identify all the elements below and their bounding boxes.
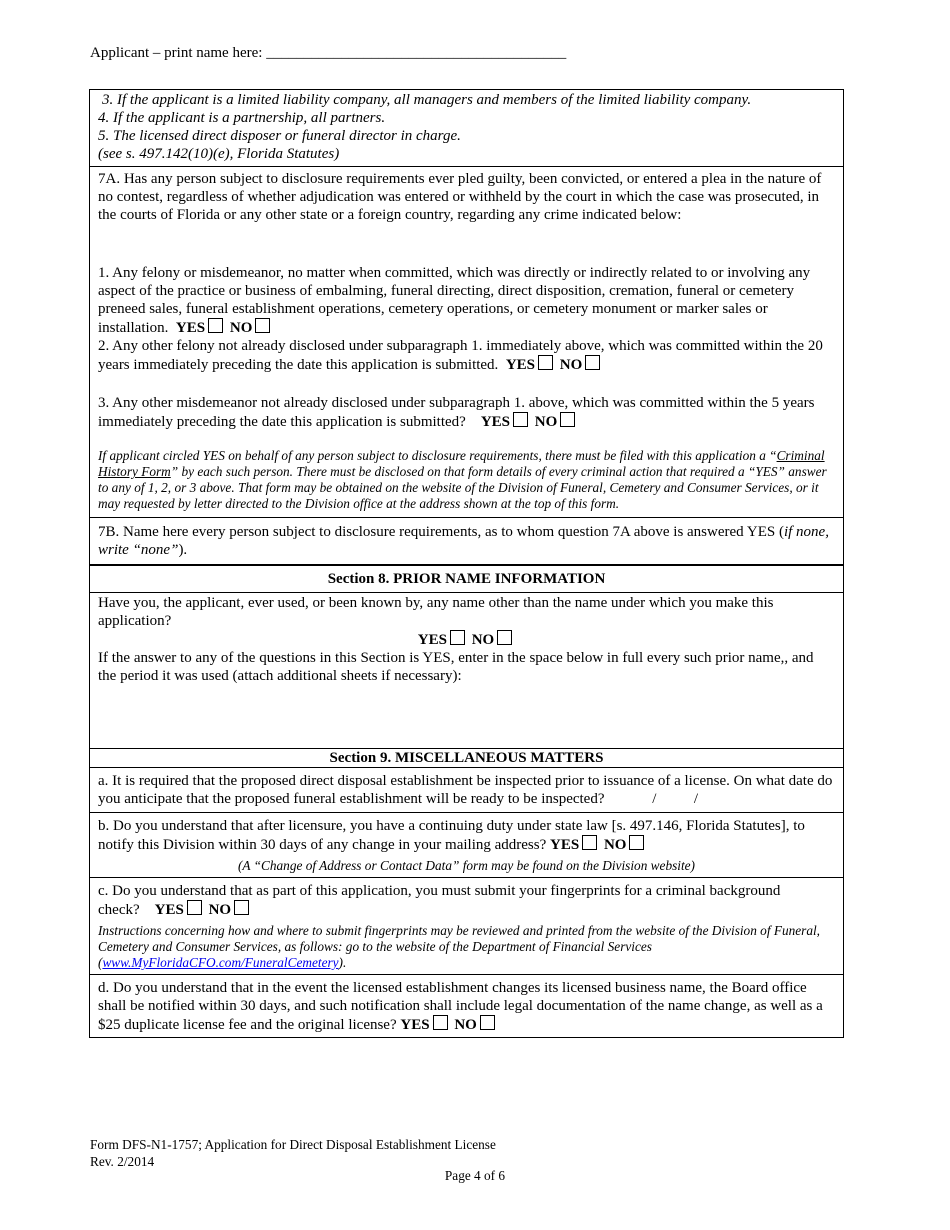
prior-name-instruction: If the answer to any of the questions in this Section is YES, enter in the space below in full every such prior name,, and the period it was used (attach additional sheets if necessary): (98, 650, 814, 684)
disclosure-item-5: 5. The licensed direct disposer or funeral director in charge. (98, 128, 461, 144)
section-9-title: Section 9. MISCELLANEOUS MATTERS (90, 748, 843, 767)
application-form (89, 89, 844, 1038)
question-7a (90, 166, 843, 517)
q7a-intro: 7A. Has any person subject to disclosure requirements ever pled guilty, been convicted, or entered a plea in the nature of no contest, regardless of whether adjudication was entered or withheld by the court in which the case was prosecuted, in the courts of Florida or any other state or a foreign country, regarding any crime indicated below: (98, 171, 822, 223)
address-duty-no-checkbox[interactable] (629, 835, 644, 850)
q7a-2-no-checkbox[interactable] (585, 355, 600, 370)
section-9-c: c. Do you understand that as part of this application, you must submit your fingerprints for a criminal background check? YES NO Instructions concerning how and where to submit fingerprints may be reviewed and printed from the website of the Division of Funeral, Cemetery and Consumer Services, as follows: go to the website of the Department of Financial Services (www.MyFloridaCFO.com/FuneralCemetery). (90, 877, 843, 974)
prior-name-question: Have you, the applicant, ever used, or been known by, any name other than the name under which you make this application? (98, 595, 774, 629)
fingerprint-yes-checkbox[interactable] (187, 900, 202, 915)
funeral-cemetery-website-link[interactable]: www.MyFloridaCFO.com/FuneralCemetery (102, 955, 339, 970)
section-9-d: d. Do you understand that in the event the licensed establishment changes its licensed business name, the Board office shall be notified within 30 days, and such notification shall include legal documentation of the name change, as well as a $25 duplicate license fee and the original license? YES NO (90, 974, 843, 1037)
change-of-address-note: (A “Change of Address or Contact Data” form may be found on the Division website) (237, 858, 695, 873)
section-8-body (90, 592, 843, 748)
q7a-item-2: 2. Any other felony not already disclosed under subparagraph 1. immediately above, which was committed within the 20 years immediately preceding the date this application is submitted. YES NO (98, 338, 823, 373)
prior-name-answer: YES NO (98, 630, 835, 649)
applicant-name-line[interactable]: Applicant – print name here: ________________________________________ (90, 45, 567, 61)
q7a-1-yes-checkbox[interactable] (208, 318, 223, 333)
section-9-a: a. It is required that the proposed direct disposal establishment be inspected prior to issuance of a license. On what date do you anticipate that the proposed funeral establishment will be ready to be inspected? / / (90, 767, 843, 812)
fingerprint-instructions: Instructions concerning how and where to submit fingerprints may be reviewed and printed from the website of the Division of Funeral, Cemetery and Consumer Services, as follows: go to the website of the Department of Financial Services (www.MyFloridaCFO.com/FuneralCemetery). (98, 923, 821, 970)
address-duty-yes-checkbox[interactable] (582, 835, 597, 850)
form-footer (90, 1136, 496, 1170)
fingerprint-no-checkbox[interactable] (234, 900, 249, 915)
form-name: Form DFS-N1-1757; Application for Direct Disposal Establishment License (90, 1137, 496, 1152)
q7a-item-1: 1. Any felony or misdemeanor, no matter when committed, which was directly or indirectly related to or involving any aspect of the practice or business of embalming, funeral directing, direct disposition, cremation, funeral or cemetery preneed sales, funeral establishment operations, cemetery operations, or cemetery monument or marker sales or installation. YES NO (98, 265, 811, 336)
section-8-title: Section 8. PRIOR NAME INFORMATION (90, 564, 843, 592)
criminal-history-form-ref: Criminal History Form (98, 448, 825, 479)
q7a-1-no-checkbox[interactable] (255, 318, 270, 333)
inspection-date-field[interactable]: / / (652, 791, 699, 807)
q7a-3-no-checkbox[interactable] (560, 412, 575, 427)
question-7b: 7B. Name here every person subject to disclosure requirements, as to whom question 7A above is answered YES (if none, write “none”). (90, 517, 843, 564)
name-change-yes-checkbox[interactable] (433, 1015, 448, 1030)
form-revision: Rev. 2/2014 (90, 1154, 155, 1169)
page-number: Page 4 of 6 (444, 1168, 506, 1183)
disclosure-citation: (see s. 497.142(10)(e), Florida Statutes) (98, 146, 340, 162)
criminal-history-note: If applicant circled YES on behalf of any person subject to disclosure requirements, there must be filed with this application a “Criminal History Form” by each such person. There must be disclosed on that form details of every criminal action that required a “YES” answer to any of 1, 2, or 3 above. That form may be obtained on the website of the Division of Funeral, Cemetery and Consumer Services, or it may requested by letter directed to the Division office at the address shown at the top of this form. (98, 448, 827, 511)
name-change-no-checkbox[interactable] (480, 1015, 495, 1030)
q7a-3-yes-checkbox[interactable] (513, 412, 528, 427)
disclosure-list (90, 90, 843, 166)
disclosure-item-4: 4. If the applicant is a partnership, all partners. (98, 110, 386, 126)
prior-name-yes-checkbox[interactable] (450, 630, 465, 645)
prior-name-no-checkbox[interactable] (497, 630, 512, 645)
section-9-b: b. Do you understand that after licensure, you have a continuing duty under state law [s. 497.146, Florida Statutes], to notify this Division within 30 days of any change in your mailing address? YES NO (A “Change of Address or Contact Data” form may be found on the Division website) (90, 812, 843, 877)
q7a-item-3: 3. Any other misdemeanor not already disclosed under subparagraph 1. above, which was committed within the 5 years immediately preceding the date this application is submitted? YES NO (98, 395, 815, 430)
disclosure-item-3: 3. If the applicant is a limited liability company, all managers and members of the limited liability company. (102, 92, 752, 108)
q7a-2-yes-checkbox[interactable] (538, 355, 553, 370)
